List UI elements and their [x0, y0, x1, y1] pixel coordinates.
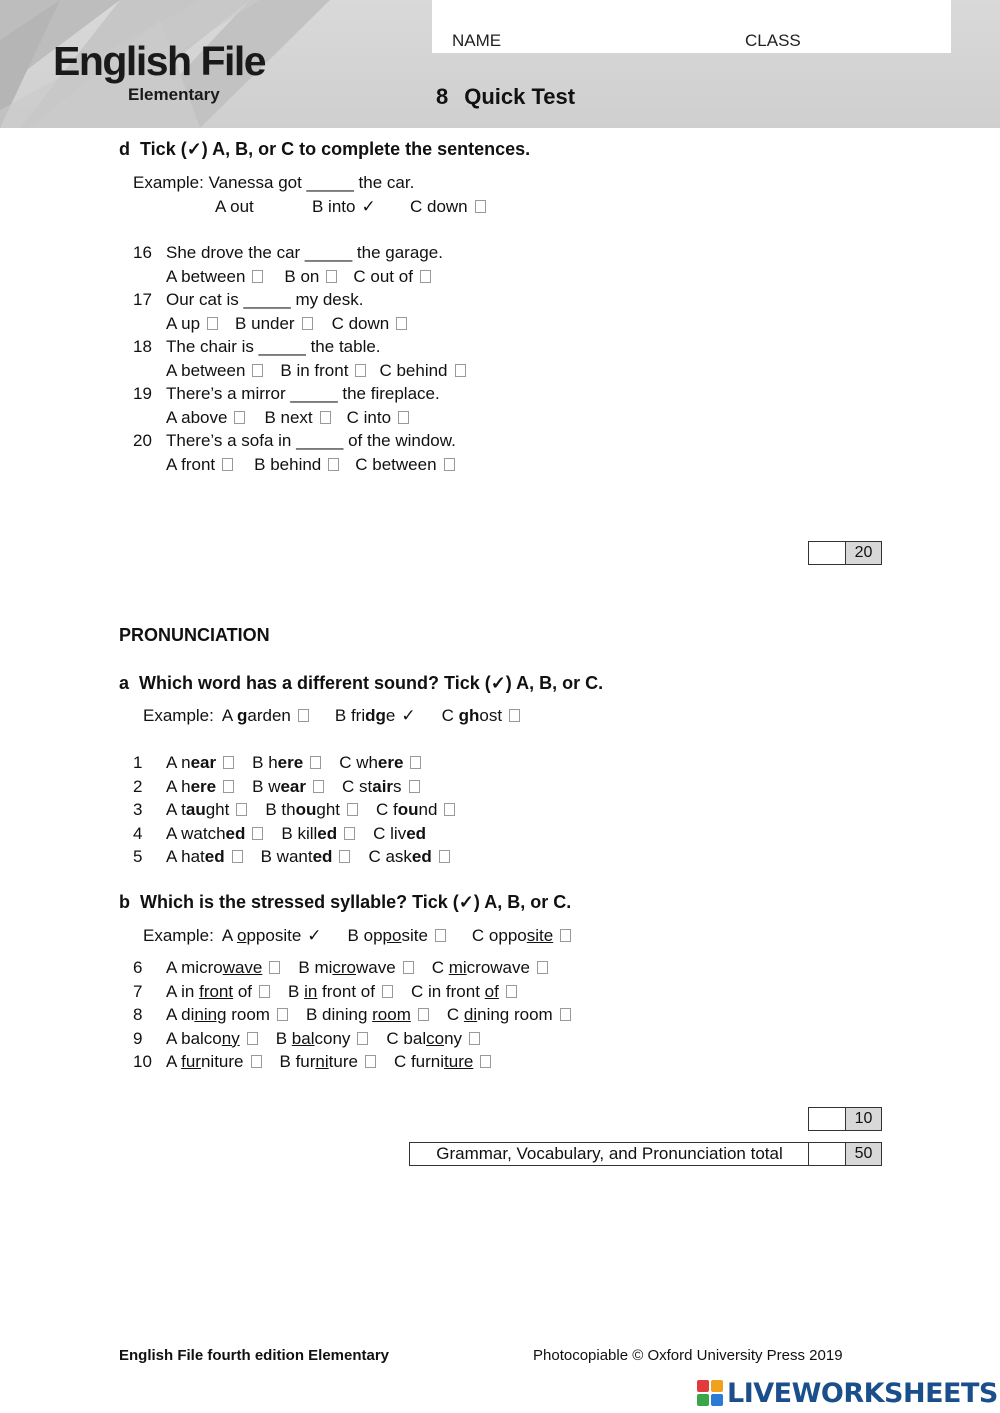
example-option-a[interactable]: A opposite ✓ — [221, 926, 322, 945]
liveworksheets-icon — [697, 1380, 723, 1406]
checkbox[interactable] — [439, 850, 450, 863]
test-title — [436, 84, 575, 110]
checkbox[interactable] — [326, 270, 337, 283]
option-b[interactable]: B furniture — [280, 1052, 376, 1072]
question-number: 10 — [133, 1052, 152, 1071]
question-options — [166, 361, 466, 381]
option-c[interactable]: C behind — [379, 361, 465, 381]
footer-left: English File fourth edition Elementary — [119, 1347, 390, 1364]
checkbox[interactable] — [232, 850, 243, 863]
question-number: 2 — [133, 776, 143, 796]
logo-subtitle: Elementary — [128, 85, 220, 104]
option-b[interactable]: B wanted — [261, 847, 351, 867]
name-label: NAME — [452, 31, 502, 50]
example-option-c: C down — [410, 197, 486, 217]
example-option-c[interactable]: C ghost — [442, 706, 520, 726]
question-options — [166, 408, 409, 428]
question-options — [166, 1052, 491, 1072]
option-c[interactable]: C furniture — [394, 1052, 491, 1072]
checkbox[interactable] — [382, 985, 393, 998]
option-a[interactable]: A furniture — [166, 1052, 262, 1072]
example-option-b[interactable]: B fridge ✓ — [334, 706, 416, 725]
checkbox[interactable] — [302, 317, 313, 330]
question-number: 6 — [133, 958, 143, 977]
checkbox[interactable] — [277, 1008, 288, 1021]
score-input[interactable] — [809, 1108, 846, 1130]
option-a[interactable]: A watched — [166, 824, 263, 844]
option-b[interactable]: B microwave — [298, 958, 413, 978]
score-input[interactable] — [809, 542, 846, 564]
option-c[interactable]: C down — [332, 314, 408, 334]
checkbox[interactable] — [252, 270, 263, 283]
checkbox[interactable] — [339, 850, 350, 863]
section-d-instruction: Tick (✓) A, B, or C to complete the sentences. — [140, 139, 531, 159]
total-score-input[interactable] — [809, 1143, 846, 1165]
checkbox[interactable] — [480, 1055, 491, 1068]
option-a[interactable]: A taught — [166, 800, 247, 820]
question-number: 3 — [133, 800, 143, 819]
question-options — [166, 267, 431, 287]
liveworksheets-text: LIVEWORKSHEETS — [727, 1377, 998, 1409]
question-number: 7 — [133, 981, 143, 1001]
example-option-c[interactable]: C opposite — [472, 926, 571, 946]
option-a[interactable]: A between — [166, 267, 263, 287]
question-options — [166, 753, 421, 773]
section-d-heading — [119, 139, 530, 160]
option-c[interactable]: C into — [347, 408, 409, 428]
tick-icon: ✓ — [401, 706, 416, 725]
question-number: 19 — [133, 384, 152, 403]
checkbox[interactable] — [236, 803, 247, 816]
example-label: Example: — [143, 706, 214, 725]
checkbox[interactable] — [313, 780, 324, 793]
question-number: 17 — [133, 290, 152, 309]
option-a[interactable]: A near — [166, 753, 234, 773]
pron-a-instruction: Which word has a different sound? Tick (✓) A, B, or C. — [139, 673, 604, 693]
option-c[interactable]: C found — [376, 800, 455, 820]
checkbox[interactable] — [506, 985, 517, 998]
question-number: 9 — [133, 1028, 143, 1048]
option-c[interactable]: C microwave — [432, 958, 548, 978]
pron-a-example — [143, 706, 520, 726]
checkbox[interactable] — [234, 411, 245, 424]
question-sentence: There’s a sofa in _____ of the window. — [166, 431, 456, 450]
example-option-b[interactable]: B opposite — [348, 926, 446, 946]
option-a[interactable]: A here — [166, 777, 234, 797]
checkbox[interactable] — [207, 317, 218, 330]
checkbox[interactable] — [396, 317, 407, 330]
checkbox[interactable] — [223, 756, 234, 769]
question-number: 1 — [133, 753, 143, 772]
option-a[interactable]: A hated — [166, 847, 243, 867]
checkbox[interactable] — [259, 985, 270, 998]
checkbox[interactable] — [455, 364, 466, 377]
question-options — [166, 847, 450, 867]
section-d-prefix: d — [119, 139, 130, 159]
option-c[interactable]: C out of — [353, 267, 431, 287]
pron-b-instruction: Which is the stressed syllable? Tick (✓) A, B, or C. — [140, 892, 572, 912]
question-sentence: Our cat is _____ my desk. — [166, 290, 364, 309]
question-number: 16 — [133, 243, 152, 262]
question-options — [166, 777, 420, 797]
option-c[interactable]: C dining room — [447, 1005, 571, 1025]
checkbox[interactable] — [222, 458, 233, 471]
footer-right: Photocopiable © Oxford University Press 2019 — [533, 1347, 843, 1364]
checkbox[interactable] — [344, 827, 355, 840]
checkbox[interactable] — [298, 709, 309, 722]
question-options — [166, 800, 455, 820]
checkbox[interactable] — [537, 961, 548, 974]
option-a[interactable]: A in front of — [166, 982, 270, 1002]
logo-title: English File — [53, 38, 266, 84]
option-a[interactable]: A balcony — [166, 1029, 258, 1049]
option-b[interactable]: B here — [252, 753, 321, 773]
checkbox[interactable] — [420, 270, 431, 283]
option-c[interactable]: C lived — [373, 823, 427, 843]
pronunciation-title: PRONUNCIATION — [119, 625, 270, 645]
pron-a-heading — [119, 673, 603, 694]
option-b[interactable]: B killed — [281, 824, 355, 844]
option-b[interactable]: B balcony — [276, 1029, 369, 1049]
option-c[interactable]: C between — [355, 455, 454, 475]
example-option-b: B into ✓ — [312, 197, 376, 216]
checkbox[interactable] — [475, 200, 486, 213]
checkbox[interactable] — [310, 756, 321, 769]
question-options — [166, 1029, 480, 1049]
question-number: 4 — [133, 823, 143, 843]
question-sentence: The chair is _____ the table. — [166, 337, 381, 356]
score-max: 20 — [846, 542, 881, 564]
checkbox[interactable] — [403, 961, 414, 974]
question-options — [166, 982, 517, 1002]
checkbox[interactable] — [247, 1032, 258, 1045]
checkbox[interactable] — [418, 1008, 429, 1021]
option-c[interactable]: C in front of — [411, 982, 517, 1002]
checkbox[interactable] — [469, 1032, 480, 1045]
section-d-example-sentence: Example: Vanessa got _____ the car. — [133, 173, 415, 192]
section-d-score-box — [808, 541, 882, 565]
question-number: 18 — [133, 337, 152, 356]
liveworksheets-logo[interactable] — [697, 1377, 998, 1409]
total-label: Grammar, Vocabulary, and Pronunciation total — [409, 1142, 810, 1166]
name-class-bar — [432, 0, 951, 53]
checkbox[interactable] — [410, 756, 421, 769]
checkbox[interactable] — [269, 961, 280, 974]
checkbox[interactable] — [328, 458, 339, 471]
option-b[interactable]: B behind — [254, 455, 339, 475]
checkbox[interactable] — [560, 1008, 571, 1021]
checkbox[interactable] — [444, 458, 455, 471]
checkbox[interactable] — [252, 364, 263, 377]
checkbox[interactable] — [357, 1032, 368, 1045]
checkbox[interactable] — [355, 364, 366, 377]
option-b[interactable]: B in front of — [288, 982, 393, 1002]
question-number: 8 — [133, 1005, 143, 1024]
option-c[interactable]: C where — [339, 753, 421, 773]
question-number: 20 — [133, 431, 152, 450]
checkbox[interactable] — [223, 780, 234, 793]
pron-b-example — [143, 926, 571, 946]
checkbox[interactable] — [509, 709, 520, 722]
checkbox[interactable] — [444, 803, 455, 816]
option-a[interactable]: A between — [166, 361, 263, 381]
total-max: 50 — [846, 1143, 881, 1165]
checkbox[interactable] — [365, 1055, 376, 1068]
checkbox[interactable] — [252, 827, 263, 840]
option-a[interactable]: A front — [166, 455, 233, 475]
option-c[interactable]: C stairs — [342, 777, 420, 797]
option-b[interactable]: B on — [284, 267, 337, 287]
test-title-text: Quick Test — [464, 84, 576, 109]
question-options — [166, 958, 548, 978]
option-a[interactable]: A above — [166, 408, 245, 428]
option-b[interactable]: B wear — [252, 777, 324, 797]
checkbox[interactable] — [398, 411, 409, 424]
example-label: Example: — [143, 926, 214, 945]
pron-b-prefix: b — [119, 892, 130, 912]
question-options — [166, 314, 407, 334]
score-max: 10 — [846, 1108, 881, 1130]
test-number: 8 — [436, 84, 449, 109]
class-label: CLASS — [745, 31, 801, 50]
option-b[interactable]: B in front — [280, 361, 366, 381]
checkbox[interactable] — [347, 803, 358, 816]
question-options — [166, 455, 455, 475]
checkbox[interactable] — [560, 929, 571, 942]
example-option-a[interactable]: A garden — [222, 706, 309, 726]
option-b[interactable]: B thought — [265, 800, 358, 820]
example-option-a: A out — [215, 197, 254, 216]
question-options — [166, 1005, 571, 1025]
section-d-example-options — [215, 197, 486, 217]
question-sentence: She drove the car _____ the garage. — [166, 243, 443, 262]
checkbox[interactable] — [320, 411, 331, 424]
question-sentence: There’s a mirror _____ the fireplace. — [166, 384, 440, 403]
checkbox[interactable] — [435, 929, 446, 942]
option-a[interactable]: A microwave — [166, 958, 280, 978]
checkbox[interactable] — [251, 1055, 262, 1068]
option-b[interactable]: B next — [264, 408, 330, 428]
question-number: 5 — [133, 847, 143, 866]
option-a[interactable]: A up — [166, 314, 218, 334]
checkbox[interactable] — [409, 780, 420, 793]
pron-a-prefix: a — [119, 673, 130, 693]
pron-b-heading — [119, 892, 571, 913]
option-b[interactable]: B under — [235, 314, 313, 334]
page-header — [0, 0, 1000, 128]
option-c[interactable]: C asked — [368, 847, 449, 867]
question-options — [166, 824, 426, 844]
option-b[interactable]: B dining room — [306, 1005, 429, 1025]
option-a[interactable]: A dining room — [166, 1005, 288, 1025]
pronunciation-score-box — [808, 1107, 882, 1131]
example-tick-icon: ✓ — [361, 197, 376, 216]
total-score-box — [808, 1142, 882, 1166]
tick-icon: ✓ — [307, 926, 322, 945]
option-c[interactable]: C balcony — [386, 1029, 480, 1049]
